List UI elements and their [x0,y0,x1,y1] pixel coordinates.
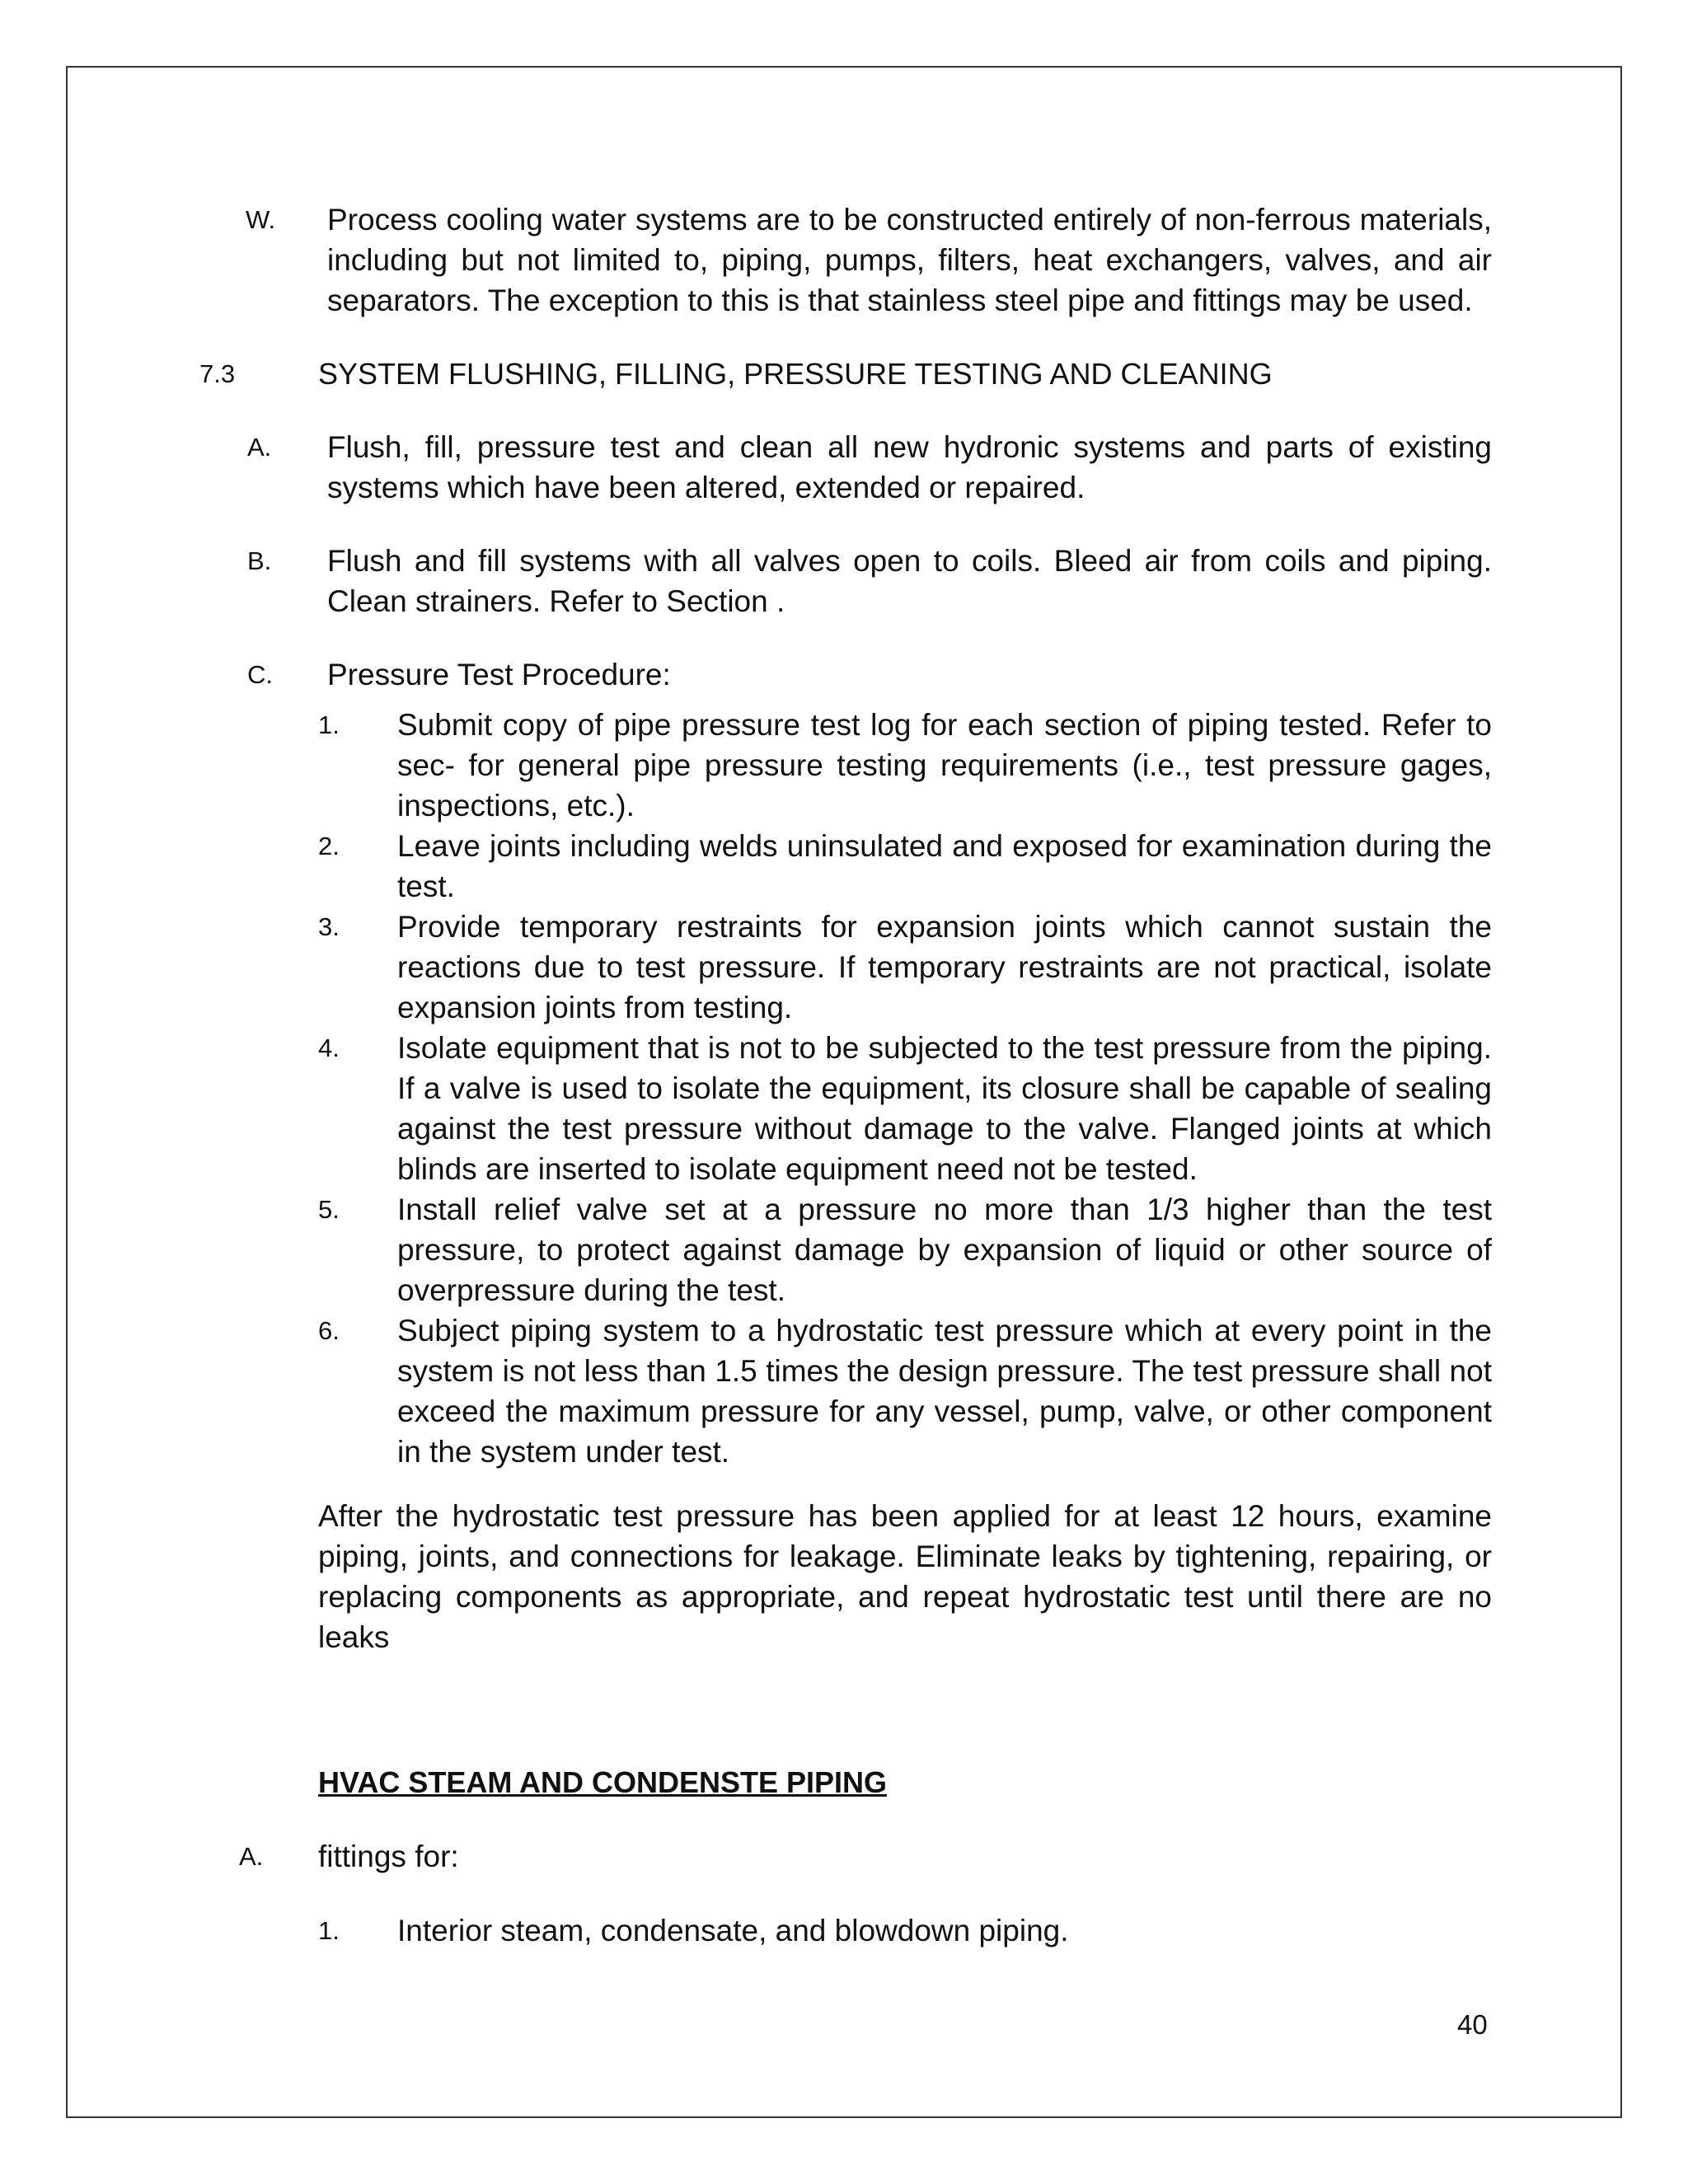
procedure-6-label: 6. [318,1316,340,1345]
steam-item-a-text: fittings for: [318,1840,459,1873]
steam-sub-1-label: 1. [318,1916,340,1945]
procedure-3-label: 3. [318,912,340,941]
procedure-6-text: Subject piping system to a hydrostatic test pressure which at every point in the system is not less than 1.5 times the design pressure. The test pressure shall not exceed the maximum pressure for any vessel, pump, valve, or other component in the system under test. [397,1314,1492,1469]
procedure-2-text: Leave joints including welds uninsulated and exposed for examination during the test. [397,829,1492,903]
closing-paragraph: After the hydrostatic test pressure has been applied for at least 12 hours, examine piping, joints, and connections for leakage. Eliminate leaks by tightening, repairing, or replacing components as appropriate, and repeat hydrostatic test until there are no leaks [318,1499,1492,1654]
item-b-label: B. [247,546,272,575]
item-c-text: Pressure Test Procedure: [327,658,671,691]
procedure-3-text: Provide temporary restraints for expansion joints which cannot sustain the reactions due to test pressure. If temporary restraints are not practical, isolate expansion joints from testing. [397,910,1492,1024]
item-b-text: Flush and fill systems with all valves open to coils. Bleed air from coils and piping. Clean strainers. Refer to Section . [327,544,1492,618]
procedure-5-label: 5. [318,1195,340,1224]
steam-item-a-label: A. [239,1842,264,1871]
procedure-5-text: Install relief valve set at a pressure no more than 1/3 higher than the test pressure, to protect against damage by expansion of liquid or other source of overpressure during the test. [397,1193,1492,1307]
procedure-4-text: Isolate equipment that is not to be subjected to the test pressure from the piping. If a valve is used to isolate the equipment, its closure shall be capable of sealing against the test pressure without damage to the valve. Flanged joints at which blinds are inserted to isolate equipment need not be tested. [397,1031,1492,1186]
steam-section-title: HVAC STEAM AND CONDENSTE PIPING [318,1765,888,1799]
section-title: SYSTEM FLUSHING, FILLING, PRESSURE TESTING AND CLEANING [318,357,1273,391]
procedure-4-label: 4. [318,1033,340,1062]
section-number: 7.3 [199,359,236,388]
item-w-text: Process cooling water systems are to be constructed entirely of non-ferrous materials, including but not limited to, piping, pumps, filters, heat exchangers, valves, and air separators. The exception to this is that stainless steel pipe and fittings may be used. [327,203,1492,317]
item-a-label: A. [247,433,272,462]
page-number: 40 [1457,2009,1488,2040]
procedure-1-label: 1. [318,710,340,739]
item-w-label: W. [246,205,276,234]
procedure-1-text: Submit copy of pipe pressure test log for each section of piping tested. Refer to sec- for general pipe pressure testing requirements (i.e., test pressure gages, inspections, etc.). [397,708,1492,823]
procedure-2-label: 2. [318,832,340,860]
item-c-label: C. [247,660,273,689]
item-a-text: Flush, fill, pressure test and clean all new hydronic systems and parts of existing systems which have been altered, extended or repaired. [327,430,1492,504]
steam-sub-1-text: Interior steam, condensate, and blowdown piping. [397,1914,1069,1947]
